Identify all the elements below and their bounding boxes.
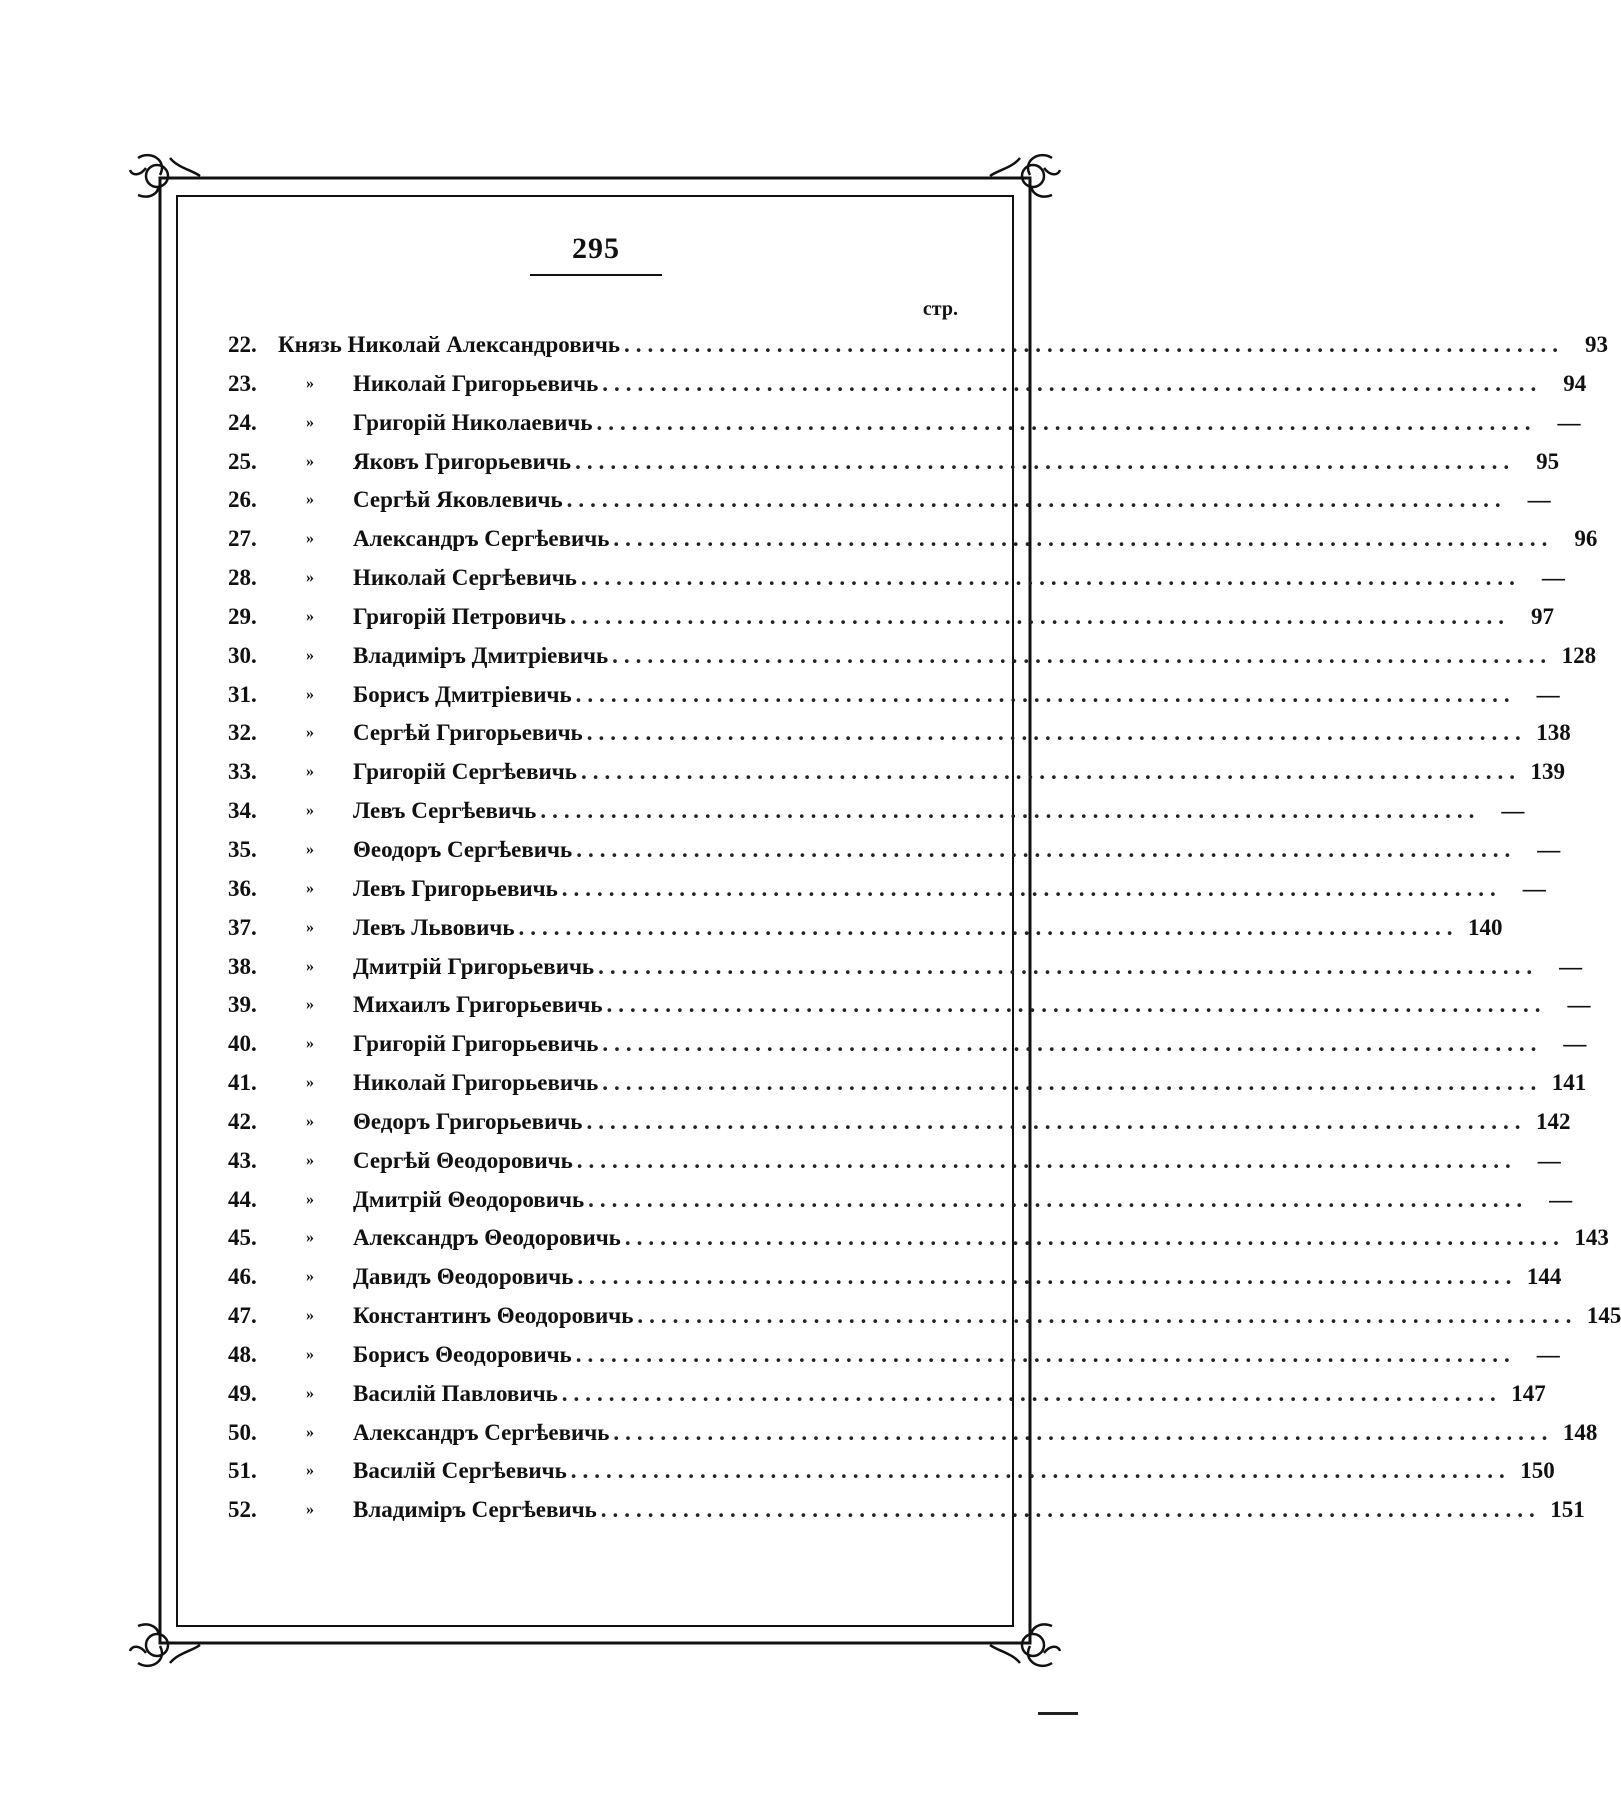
- entry-line: [353, 986, 1591, 1025]
- toc-entry: [228, 520, 1598, 559]
- entry-number: 40.: [228, 1031, 257, 1057]
- entry-number: 50.: [228, 1419, 257, 1445]
- toc-entry: [228, 1219, 1609, 1258]
- entry-title: Николай Григорьевичь: [353, 1070, 599, 1096]
- entry-title: Александръ Θеодоровичь: [353, 1225, 621, 1251]
- ditto-mark: »: [306, 1307, 314, 1325]
- entry-number: 41.: [228, 1070, 257, 1096]
- dot-leader: ................................................................................: [540, 798, 1481, 824]
- ditto-mark: »: [306, 1112, 314, 1130]
- entry-number: 28.: [228, 565, 257, 591]
- entry-page: 150: [1520, 1458, 1555, 1484]
- entry-number: 30.: [228, 642, 257, 668]
- entry-title: Василій Павловичь: [353, 1380, 558, 1406]
- entry-line: [353, 870, 1546, 909]
- ditto-mark: »: [306, 607, 314, 625]
- entry-line: [353, 1103, 1571, 1142]
- entry-page: —: [1549, 1186, 1573, 1212]
- ditto-mark: »: [306, 996, 314, 1014]
- toc-entry: [228, 986, 1591, 1025]
- entry-number: 34.: [228, 798, 257, 824]
- ditto-mark: »: [306, 1190, 314, 1208]
- entry-page: —: [1522, 875, 1546, 901]
- entry-title: Константинъ Θеодоровичь: [353, 1303, 634, 1329]
- entry-page: 95: [1536, 448, 1560, 474]
- toc-entry: [228, 1375, 1546, 1414]
- entry-title: Θедоръ Григорьевичь: [353, 1108, 583, 1134]
- entry-title: Левъ Сергѣевичь: [353, 798, 537, 824]
- entry-title: Григорій Николаевичь: [353, 409, 593, 435]
- entry-page: 94: [1563, 370, 1587, 396]
- entry-line: [353, 948, 1583, 987]
- dot-leader: ................................................................................: [577, 1264, 1518, 1290]
- ditto-mark: »: [306, 452, 314, 470]
- toc-entry: [228, 1064, 1587, 1103]
- ditto-mark: »: [306, 1268, 314, 1286]
- dot-leader: ................................................................................: [575, 448, 1516, 474]
- entry-page: 97: [1531, 603, 1554, 629]
- entry-line: [353, 598, 1554, 637]
- entry-page: 139: [1530, 759, 1565, 785]
- entry-number: 38.: [228, 953, 257, 979]
- entry-line: [353, 1414, 1598, 1453]
- entry-number: 48.: [228, 1341, 257, 1367]
- dot-leader: ................................................................................: [575, 681, 1516, 707]
- toc-entry: [228, 1103, 1571, 1142]
- entry-line: [353, 1491, 1585, 1530]
- entry-number: 31.: [228, 681, 257, 707]
- entry-line: [353, 404, 1581, 443]
- ditto-mark: »: [306, 1035, 314, 1053]
- toc-entry: [228, 443, 1560, 482]
- dot-leader: ................................................................................: [586, 1108, 1527, 1134]
- entry-title: Борисъ Дмитріевичь: [353, 681, 572, 707]
- dot-leader: ................................................................................: [561, 875, 1502, 901]
- entry-number: 51.: [228, 1458, 257, 1484]
- entry-number: 33.: [228, 759, 257, 785]
- entry-page: —: [1536, 1341, 1560, 1367]
- dot-leader: ................................................................................: [570, 603, 1510, 629]
- ditto-mark: »: [306, 530, 314, 548]
- entry-number: 46.: [228, 1264, 257, 1290]
- entry-number: 44.: [228, 1186, 257, 1212]
- ditto-mark: »: [306, 646, 314, 664]
- entry-title: Николай Григорьевичь: [353, 370, 599, 396]
- entry-title: Дмитрій Θеодоровичь: [353, 1186, 585, 1212]
- entry-line: [353, 753, 1565, 792]
- entry-line: [353, 1452, 1555, 1491]
- dot-leader: ................................................................................: [596, 409, 1537, 435]
- entry-line: [353, 831, 1561, 870]
- toc-entry: [228, 326, 1609, 365]
- entry-title: Яковъ Григорьевичь: [353, 448, 572, 474]
- toc-entry: [228, 948, 1583, 987]
- entry-title: Давидъ Θеодоровичь: [353, 1264, 574, 1290]
- toc-entry: [228, 365, 1587, 404]
- entry-number: 27.: [228, 526, 257, 552]
- entry-title: Сергѣй Θеодоровичь: [353, 1147, 573, 1173]
- dot-leader: ................................................................................: [576, 836, 1517, 862]
- entry-number: 52.: [228, 1497, 257, 1523]
- entry-number: 32.: [228, 720, 257, 746]
- toc-entry: [228, 1336, 1560, 1375]
- entry-page: 93: [1585, 332, 1609, 357]
- entry-page: 147: [1511, 1380, 1546, 1406]
- toc-entry: [228, 1142, 1561, 1181]
- entry-number: 43.: [228, 1147, 257, 1173]
- ditto-mark: »: [306, 569, 314, 587]
- entry-page: 144: [1526, 1264, 1562, 1290]
- toc-entry: [228, 1025, 1587, 1064]
- dot-leader: ................................................................................: [602, 1070, 1543, 1096]
- dot-leader: ................................................................................: [598, 953, 1539, 979]
- page-column-heading: стр.: [922, 298, 958, 320]
- dot-leader: ................................................................................: [606, 992, 1547, 1018]
- toc-entry: [228, 1258, 1562, 1297]
- entry-title: Борисъ Θеодоровичь: [353, 1341, 572, 1367]
- entry-page: 145: [1586, 1303, 1621, 1329]
- toc-entry: [228, 831, 1561, 870]
- entry-line: [353, 1258, 1562, 1297]
- entry-number: 25.: [228, 448, 257, 474]
- toc-entry: [228, 559, 1565, 598]
- entry-number: 35.: [228, 836, 257, 862]
- dot-leader: ................................................................................: [576, 1147, 1517, 1173]
- entry-number: 29.: [228, 603, 257, 629]
- entry-title: Михаилъ Григорьевичь: [353, 992, 603, 1018]
- entry-title: Θеодоръ Сергѣевичь: [353, 836, 573, 862]
- entry-number: 24.: [228, 409, 257, 435]
- ditto-mark: »: [306, 802, 314, 820]
- entry-page: 140: [1468, 914, 1503, 940]
- ditto-mark: »: [306, 763, 314, 781]
- entry-page: 138: [1536, 720, 1571, 746]
- entry-page: 148: [1562, 1419, 1598, 1445]
- dot-leader: ................................................................................: [575, 1341, 1516, 1367]
- dot-leader: ................................................................................: [613, 1419, 1554, 1445]
- entry-number: 49.: [228, 1380, 257, 1406]
- ditto-mark: »: [306, 879, 314, 897]
- dot-leader: ................................................................................: [602, 370, 1543, 396]
- dot-leader: ................................................................................: [561, 1380, 1502, 1406]
- entry-line: [353, 520, 1598, 559]
- entry-line: [353, 365, 1587, 404]
- entry-page: —: [1501, 798, 1525, 824]
- entry-page: —: [1563, 1031, 1587, 1057]
- toc-entry: [228, 870, 1546, 909]
- ditto-mark: »: [306, 957, 314, 975]
- ditto-mark: »: [306, 1151, 314, 1169]
- ditto-mark: »: [306, 413, 314, 431]
- entry-page: 142: [1535, 1108, 1571, 1134]
- ditto-mark: »: [306, 918, 314, 936]
- entry-line: [353, 559, 1565, 598]
- ditto-mark: »: [306, 1462, 314, 1480]
- ditto-mark: »: [306, 1074, 314, 1092]
- entry-line: [353, 1375, 1546, 1414]
- ditto-mark: »: [306, 1423, 314, 1441]
- toc-entry: [228, 753, 1565, 792]
- toc-entry: [228, 637, 1597, 676]
- entry-line: [353, 909, 1503, 948]
- entry-page: 141: [1551, 1070, 1587, 1096]
- table-of-contents: [228, 326, 1621, 1530]
- entry-line: [353, 1025, 1587, 1064]
- entry-title: Левъ Львовичь: [353, 914, 515, 940]
- ditto-mark: »: [306, 840, 314, 858]
- toc-entry: [228, 1181, 1573, 1220]
- entry-title: Александръ Сергѣевичь: [353, 526, 610, 552]
- ditto-mark: »: [306, 685, 314, 703]
- entry-title: Александръ Сергѣевичь: [353, 1419, 610, 1445]
- entry-line: [278, 326, 1609, 365]
- entry-number: 39.: [228, 992, 257, 1018]
- entry-page: 151: [1550, 1497, 1585, 1523]
- ditto-mark: »: [306, 724, 314, 742]
- toc-entry: [228, 676, 1560, 715]
- dot-leader: ................................................................................: [580, 759, 1521, 785]
- entry-line: [353, 1181, 1573, 1220]
- toc-entry: [228, 792, 1525, 831]
- ditto-mark: »: [306, 1384, 314, 1402]
- toc-entry: [228, 598, 1554, 637]
- entry-title: Григорій Петровичь: [353, 603, 566, 629]
- dot-leader: ................................................................................: [624, 332, 1565, 357]
- entry-title: Владиміръ Дмитріевичь: [353, 642, 609, 668]
- dot-leader: ................................................................................: [612, 642, 1553, 668]
- dot-leader: ................................................................................: [588, 1186, 1529, 1212]
- entry-number: 45.: [228, 1225, 257, 1251]
- entry-line: [353, 676, 1560, 715]
- dot-leader: ................................................................................: [637, 1303, 1578, 1329]
- entry-number: 42.: [228, 1108, 257, 1134]
- ditto-mark: »: [306, 1345, 314, 1363]
- entry-number: 47.: [228, 1303, 257, 1329]
- entry-title: Князь Николай Александровичь: [278, 332, 621, 357]
- toc-entry: [228, 909, 1503, 948]
- toc-entry: [228, 714, 1571, 753]
- dot-leader: ................................................................................: [586, 720, 1527, 746]
- entry-page: —: [1557, 409, 1581, 435]
- page-number: 295: [572, 232, 620, 265]
- entry-line: [353, 481, 1551, 520]
- entry-page: —: [1537, 1147, 1561, 1173]
- entry-line: [353, 1336, 1560, 1375]
- ditto-mark: »: [306, 1501, 314, 1519]
- page-number-underline: [530, 274, 662, 276]
- margin-mark: [1038, 1712, 1078, 1715]
- entry-number: 26.: [228, 487, 257, 513]
- toc-entry: [228, 1297, 1621, 1336]
- ditto-mark: »: [306, 491, 314, 509]
- dot-leader: ................................................................................: [570, 1458, 1511, 1484]
- entry-title: Григорій Григорьевичь: [353, 1031, 599, 1057]
- entry-number: 37.: [228, 914, 257, 940]
- entry-line: [353, 637, 1597, 676]
- toc-entry: [228, 1491, 1585, 1530]
- entry-line: [353, 714, 1571, 753]
- toc-entry: [228, 481, 1551, 520]
- dot-leader: ................................................................................: [624, 1225, 1565, 1251]
- toc-entry: [228, 1452, 1555, 1491]
- entry-line: [353, 1297, 1621, 1336]
- entry-page: —: [1567, 992, 1591, 1018]
- entry-page: 96: [1574, 526, 1598, 552]
- entry-line: [353, 1142, 1561, 1181]
- entry-number: 36.: [228, 875, 257, 901]
- dot-leader: ................................................................................: [602, 1031, 1543, 1057]
- entry-line: [353, 1219, 1609, 1258]
- dot-leader: ................................................................................: [566, 487, 1507, 513]
- entry-title: Сергѣй Яковлевичь: [353, 487, 563, 513]
- entry-title: Василій Сергѣевичь: [353, 1458, 567, 1484]
- dot-leader: ................................................................................: [518, 914, 1459, 940]
- dot-leader: ................................................................................: [580, 565, 1521, 591]
- entry-page: —: [1541, 565, 1565, 591]
- entry-page: —: [1537, 836, 1561, 862]
- entry-page: —: [1527, 487, 1551, 513]
- ditto-mark: »: [306, 374, 314, 392]
- dot-leader: ................................................................................: [613, 526, 1554, 552]
- entry-title: Николай Сергѣевичь: [353, 565, 577, 591]
- entry-page: —: [1559, 953, 1583, 979]
- entry-page: 128: [1561, 642, 1597, 668]
- entry-title: Владиміръ Сергѣевичь: [353, 1497, 597, 1523]
- entry-page: 143: [1574, 1225, 1609, 1251]
- entry-number: 23.: [228, 370, 257, 396]
- entry-title: Григорій Сергѣевичь: [353, 759, 577, 785]
- entry-line: [353, 1064, 1587, 1103]
- entry-title: Дмитрій Григорьевичь: [353, 953, 595, 979]
- dot-leader: ................................................................................: [600, 1497, 1541, 1523]
- toc-entry: [228, 404, 1581, 443]
- entry-line: [353, 792, 1525, 831]
- entry-line: [353, 443, 1560, 482]
- toc-entry: [228, 1414, 1598, 1453]
- entry-title: Сергѣй Григорьевичь: [353, 720, 583, 746]
- entry-page: —: [1536, 681, 1560, 707]
- ditto-mark: »: [306, 1229, 314, 1247]
- entry-number: 22.: [228, 332, 257, 357]
- entry-title: Левъ Григорьевичь: [353, 875, 558, 901]
